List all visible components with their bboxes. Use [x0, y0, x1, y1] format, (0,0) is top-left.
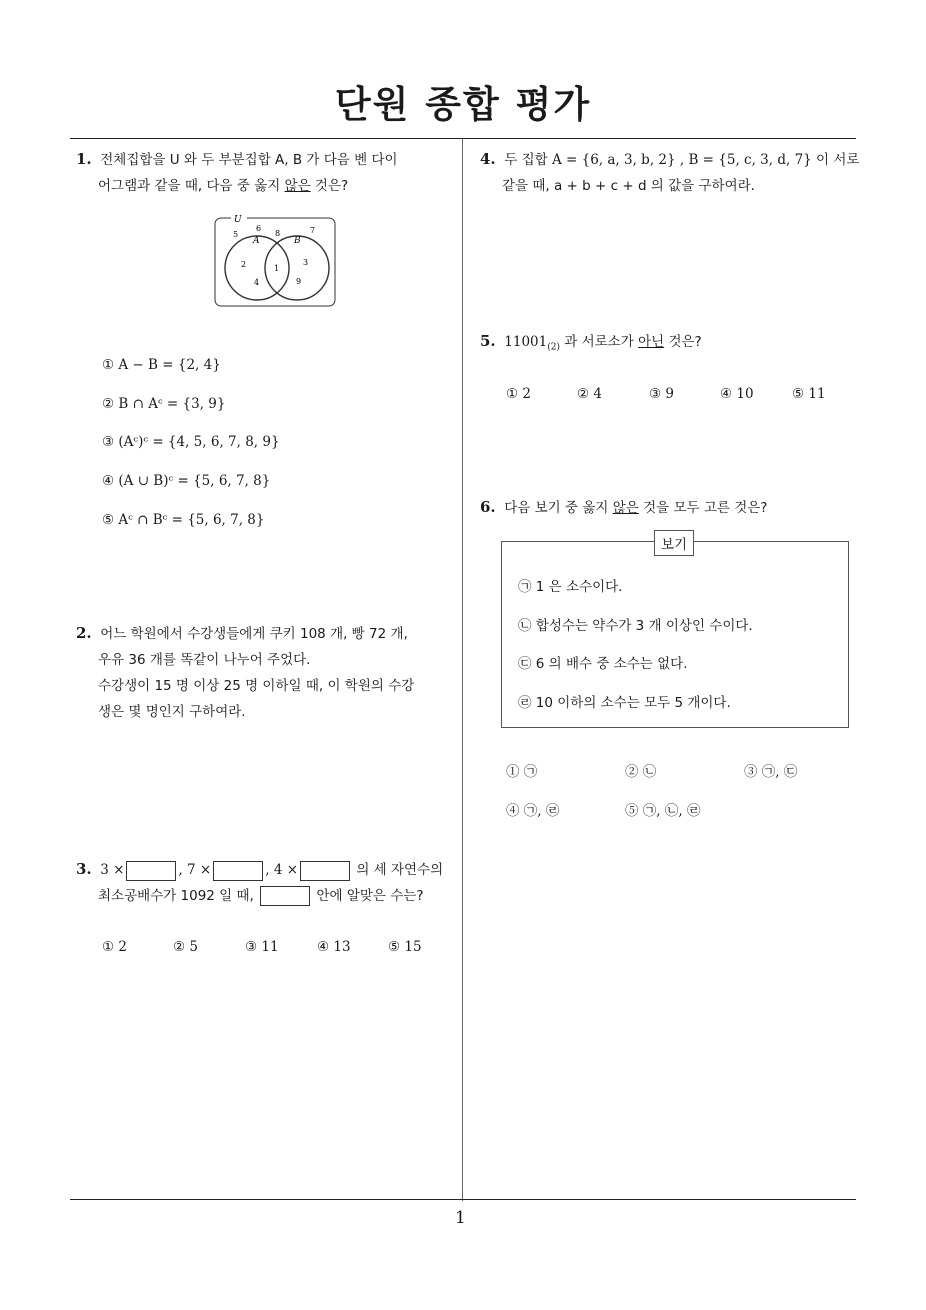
- q6-choice-5[interactable]: ⑤ ㉠, ㉡, ㉣: [625, 803, 701, 819]
- q5-choice-1[interactable]: ① 2: [506, 386, 531, 402]
- question-5: [480, 328, 860, 361]
- question-number: 4.: [480, 150, 496, 168]
- q1-choice-1[interactable]: ① A − B = {2, 4}: [102, 357, 221, 373]
- q1-choice-3[interactable]: ③ (Aᶜ)ᶜ = {4, 5, 6, 7, 8, 9}: [102, 434, 280, 450]
- binary-subscript: (2): [547, 342, 560, 353]
- header-rule: [70, 138, 856, 139]
- venn-element: 2: [241, 260, 247, 269]
- bogi-label: 보기: [654, 530, 694, 556]
- footer-rule: [70, 1199, 856, 1200]
- question-text-line-1: 전체집합을 U 와 두 부분집합 A, B 가 다음 벤 다이: [100, 152, 398, 168]
- q5-choice-4[interactable]: ④ 10: [720, 386, 754, 402]
- question-4: [480, 146, 860, 199]
- venn-element: 8: [275, 229, 281, 238]
- page-title: 단원 종합 평가: [334, 83, 592, 126]
- answer-blank-4: [260, 886, 310, 906]
- question-text-line-4: 생은 몇 명인지 구하여라.: [98, 704, 246, 720]
- underlined-word: 아닌: [638, 334, 665, 350]
- question-number: 5.: [480, 332, 496, 350]
- venn-diagram: [212, 212, 338, 310]
- question-1: [76, 146, 460, 199]
- bogi-item-3: ㉢ 6 의 배수 중 소수는 없다.: [518, 656, 688, 672]
- answer-blank-1: [126, 861, 176, 881]
- q6-choice-1[interactable]: ① ㉠: [506, 764, 538, 780]
- question-2: [76, 620, 460, 725]
- underlined-word: 않은: [284, 178, 311, 194]
- question-text-line-2a: 어그램과 같을 때, 다음 중 옳지: [98, 178, 285, 194]
- q3-choice-3[interactable]: ③ 11: [245, 939, 279, 955]
- q3-choice-5[interactable]: ⑤ 15: [388, 939, 422, 955]
- question-text-line-1: 두 집합 A = {6, a, 3, b, 2} , B = {5, c, 3, d, 7} 이 서로: [504, 152, 860, 168]
- q1-choice-5[interactable]: ⑤ Aᶜ ∩ Bᶜ = {5, 6, 7, 8}: [102, 512, 265, 528]
- expr-1: 3 ×: [100, 862, 125, 878]
- venn-element: 1: [274, 264, 280, 273]
- q3-choice-1[interactable]: ① 2: [102, 939, 127, 955]
- venn-element: 6: [256, 224, 262, 233]
- expr-3: , 4 ×: [265, 862, 299, 878]
- question-3: [76, 856, 460, 909]
- question-text-line-2b: 것은?: [310, 178, 349, 194]
- set-a-label: A: [253, 236, 260, 246]
- question-text-line-2a: 최소공배수가 1092 일 때,: [98, 888, 254, 904]
- venn-element: 9: [296, 277, 302, 286]
- question-text-a: 과 서로소가: [559, 334, 639, 350]
- q3-choice-2[interactable]: ② 5: [173, 939, 198, 955]
- venn-element: 3: [303, 258, 309, 267]
- question-number: 1.: [76, 150, 92, 168]
- question-number: 2.: [76, 624, 92, 642]
- question-text-line-2b: 안에 알맞은 수는?: [316, 888, 424, 904]
- question-number: 6.: [480, 498, 496, 516]
- bogi-item-2: ㉡ 합성수는 약수가 3 개 이상인 수이다.: [518, 618, 753, 634]
- expr-2: , 7 ×: [178, 862, 212, 878]
- question-text-line-1: 어느 학원에서 수강생들에게 쿠키 108 개, 빵 72 개,: [100, 626, 408, 642]
- answer-blank-2: [213, 861, 263, 881]
- binary-number: 11001: [504, 334, 548, 350]
- question-number: 3.: [76, 860, 92, 878]
- venn-element: 5: [233, 230, 239, 239]
- question-text-a: 다음 보기 중 옳지: [504, 500, 613, 516]
- question-text: 의 세 자연수의: [356, 862, 444, 878]
- set-b-label: B: [294, 236, 301, 246]
- q3-choice-4[interactable]: ④ 13: [317, 939, 351, 955]
- question-text-line-2: 우유 36 개를 똑같이 나누어 주었다.: [98, 652, 311, 668]
- q5-choice-5[interactable]: ⑤ 11: [792, 386, 826, 402]
- underlined-word: 않은: [612, 500, 639, 516]
- q5-choice-2[interactable]: ② 4: [577, 386, 602, 402]
- question-text-b: 것은?: [664, 334, 702, 350]
- question-text-b: 것을 모두 고른 것은?: [638, 500, 768, 516]
- column-divider: [462, 139, 463, 1201]
- bogi-item-4: ㉣ 10 이하의 소수는 모두 5 개이다.: [518, 695, 731, 711]
- q1-choice-2[interactable]: ② B ∩ Aᶜ = {3, 9}: [102, 396, 226, 412]
- page-number: 1: [455, 1208, 466, 1228]
- q6-choice-2[interactable]: ② ㉡: [625, 764, 657, 780]
- venn-element: 4: [254, 278, 260, 287]
- question-text-line-3: 수강생이 15 명 이상 25 명 이하일 때, 이 학원의 수강: [98, 678, 415, 694]
- q5-choice-3[interactable]: ③ 9: [649, 386, 674, 402]
- question-text-line-2: 같을 때, a + b + c + d 의 값을 구하여라.: [502, 178, 755, 194]
- bogi-item-1: ㉠ 1 은 소수이다.: [518, 579, 623, 595]
- q1-choice-4[interactable]: ④ (A ∪ B)ᶜ = {5, 6, 7, 8}: [102, 473, 271, 489]
- venn-element: 7: [310, 226, 316, 235]
- q6-choice-4[interactable]: ④ ㉠, ㉣: [506, 803, 560, 819]
- question-6: [480, 494, 860, 521]
- q6-choice-3[interactable]: ③ ㉠, ㉢: [744, 764, 798, 780]
- answer-blank-3: [300, 861, 350, 881]
- u-label: U: [234, 215, 242, 225]
